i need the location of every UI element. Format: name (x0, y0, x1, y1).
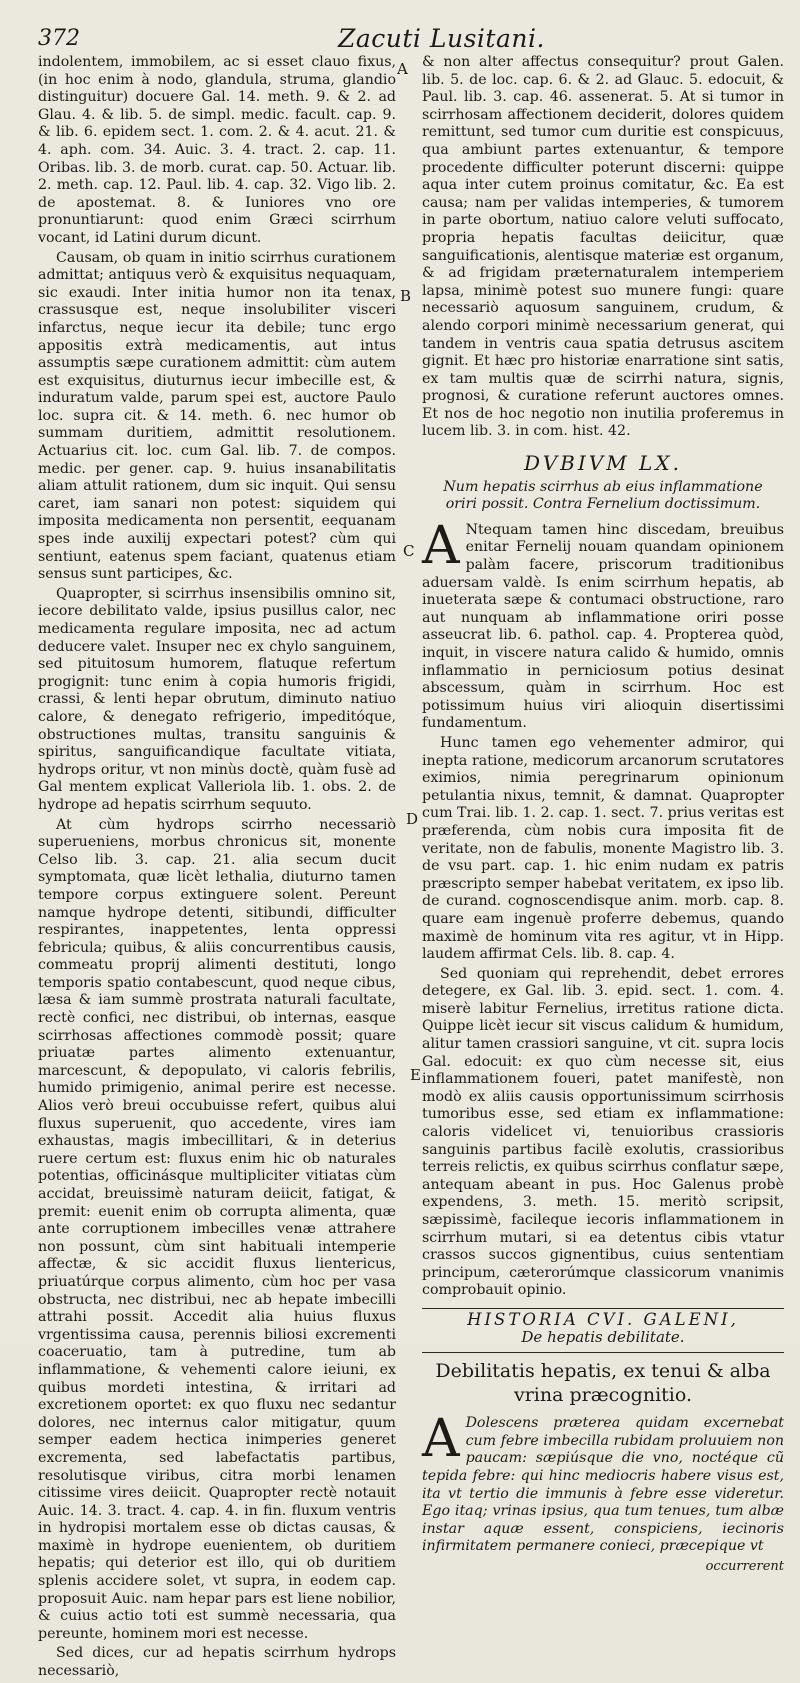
historia-title: Debilitatis hepatis, ex tenui & alba vrina præcognitio. (435, 1360, 771, 1407)
drop-cap: A (422, 515, 460, 576)
margin-letter-c: C (403, 542, 415, 560)
page-header (38, 22, 788, 56)
running-head: Zacuti Lusitani. (338, 24, 545, 53)
right-column (422, 54, 784, 1576)
left-paragraph-5: Sed dices, cur ad hepatis scirrhum hydrops necessariò, (38, 1645, 396, 1680)
section-rule-top (422, 1308, 784, 1309)
right-paragraph-3: Hunc tamen ego vehementer admiror, qui inepta ratione, medicorum arcanorum scrutatores eximios, nimia peregrinarum opinionum petulantia nixus, temnit, & damnat. Quapropter cum Trai. lib. 1. 2. cap. 1. sect. 7. prius veritas est præferenda, cùm nobis cura imposita fit de veritate, non de fabulis, monente Magistro lib. 3. de vsu part. cap. 1. hic enim nudam ex patris præscripto semper habebat veritatem, ex ipso lib. de curand. cognoscendisque anim. morb. cap. 8. quare eam ingenuè proferre debemus, quando maximè de hominum vita res agitur, vt in Hipp. laudem affirmat Cels. lib. 8. cap. 4. (422, 734, 784, 963)
margin-letter-b: B (400, 287, 412, 305)
dubium-heading: DVBIVM LX. (524, 451, 682, 476)
left-paragraph-3: Quapropter, si scirrhus insensibilis omnino sit, iecore debilitato valde, ipsius pusillus calor, nec medicamenta regulare imposita, nec ad actum deducere valet. Insuper nec ex chylo sanguinem, sed pituitosum humorem, flatuque refertum progignit: tunc enim à copia humoris frigidi, crassi, & lenti hepar obrutum, diminuto natiuo calore, & denegato refrigerio, impeditóque, obstructiones multas, transitu sanguinis & spiritus, sanguificandique facultate vitiata, hydrops oritur, vt non minùs doctè, quàm fusè ad Gal mentem explicat Valleriola lib. 1. obs. 2. de hydrope ad hepatis scirrhum sequuto. (38, 585, 396, 813)
historia-subheading: De hepatis debilitate. (521, 1327, 685, 1346)
right-paragraph-1: & non alter affectus consequitur? prout Galen. lib. 5. de loc. cap. 6. & 2. ad Glauc. 5. edocuit, & Paul. lib. 3. cap. 46. assenerat. 5. At si tumor in scirrhosam affectionem deciderit, dolores quidem remittunt, sed tumor cum duritie est conspicuus, qua ambiunt partes extenuantur, & tempore procedente difficulter poterunt discerni: quippe aqua inter cutem proinus comitatur, &c. Ea est causa; nam per validas intemperies, & tumorem in parte obortum, natiuo calore veluti suffocato, propria hepatis facultas deiicitur, quæ sanguificationis, alentisque materiæ est organum, & ad frigidam præternaturalem intemperiem lapsa, minimè potest suo munere fungi: quare necessariò aquosum sanguinem, crudum, & alendo corpori minimè necessarium generat, qui tandem in ventris caua spatia detrusus ascitem gignit. Et hæc pro historiæ enarratione sint satis, ex tam multis quæ de scirrhi natura, signis, prognosi, & curatione referunt auctores omnes. Et nos de hoc negotio non inutilia proferemus in lucem lib. 3. in com. hist. 42. (422, 54, 784, 440)
right-paragraph-5 (422, 1409, 784, 1556)
right-paragraph-4: Sed quoniam qui reprehendit, debet errores detegere, ex Gal. lib. 3. epid. sect. 1. com. 4. miserè labitur Fernelius, irretitus ratione dicta. Quippe licèt iecur sit viscus calidum & humidum, alitur tamen crassiori sanguine, vt cit. supra locis Gal. edocuit: ex quo cùm necesse sit, eius inflammationem foueri, patet manifestè, non modò ex aliis causis opportunissimum scirrhosis tumoribus esse, sed etiam ex inflammatione: caloris videlicet vi, tenuioribus crassioris sanguinis partibus facilè exolutis, crassioribus terreis relictis, ex quibus scirrhus conflatur sæpe, antequam abeant in pus. Hoc Galenus probè expendens, 3. meth. 15. meritò scripsit, sæpissimè, facileque iecoris inflammationem in scirrhum mutari, si ea detentus cibis vtatur crassos succos gignentibus, cuius sententiam principum, cæterorúmque classicorum vnanimis comprobauit opinio. (422, 965, 784, 1299)
left-paragraph-1: indolentem, immobilem, ac si esset clauo fixus, (in hoc enim à nodo, glandula, struma, glandio distinguitur) docuere Gal. 14. meth. 9. & 2. ad Glau. 4. & lib. 5. de simpl. medic. facult. cap. 9. & lib. 6. epidem sect. 1. com. 2. & 4. acut. 21. & 4. aph. com. 34. Auic. 3. 4. tract. 2. cap. 11. Oribas. lib. 3. de morb. curat. cap. 50. Actuar. lib. 2. meth. cap. 12. Paul. lib. 4. cap. 32. Vigo lib. 2. de apostemat. 8. & Iuniores vno ore pronuntiarunt: quod enim Græci scirrhum vocant, id Latini durum dicunt. (38, 54, 396, 246)
right-paragraph-5-text: Dolescens præterea quidam excernebat cum febre imbecilla rubidam proluuiem non paucam: sæpiúsque die vno, noctéque cũ tepida febre: qui hinc mediocris habere visus est, ita vt tertio die immunis à febre esse videretur. Ego itaq; vrinas ipsius, qua tum tenues, tum albæ instar aquæ essent, conspiciens, iecinoris infirmitatem permanere conieci, præcepique vt (422, 1415, 784, 1555)
margin-letter-e: E (410, 1066, 421, 1084)
historia-heading: HISTORIA CVI. GALENI, (467, 1309, 739, 1329)
question-heading: Num hepatis scirrhus ab eius inflammatione oriri possit. Contra Fernelium doctissimum. (443, 478, 763, 513)
catchword: occurrerent (705, 1558, 784, 1574)
margin-letter-a: A (397, 60, 408, 78)
margin-letter-d: D (406, 810, 419, 828)
right-paragraph-2-text: Ntequam tamen hinc discedam, breuibus enitar Fernelij nouam quandam opinionem palàm facere, priscorum traditionibus aduersam valdè. Is enim scirrhum hepatis, ab inueterata sæpe & contumaci obstructione, raro aut nunquam ab inflammatione oriri posse asseucrat lib. 6. pathol. cap. 4. Propterea quòd, inquit, in viscere natura calido & humido, omnis inflammatio in perniciosum potius desinat abscessum, quàm in scirrhum. Hoc est potissimum huius viri alioquin disertissimi fundamentum. (422, 521, 784, 732)
left-paragraph-4: At cùm hydrops scirrho necessariò superueniens, morbus chronicus sit, monente Celso lib. 3. cap. 21. alia secum ducit symptomata, quæ licèt lethalia, diuturno tamen tempore corpus extinguere solent. Pereunt namque hydrope detenti, sitibundi, difficulter respirantes, inappetentes, lenta oppressi febricula; quibus, & aliis concurrentibus causis, commeatu proprij alimenti destituti, longo temporis spatio contabescunt, quod neque cibus, læsa & iam summè prostrata naturali facultate, rectè confici, nec distribui, ob internas, easque scirrhosas affectiones commodè possit; quare priuatæ partes alimento extenuantur, marcescunt, & depopulato, vi caloris febrilis, humido primigenio, animal perire est necesse. Alios verò breui occubuisse refert, quibus alui fluxus superuenit, quo accedente, vires iam exhaustas, magis imbecillitari, & in deterius ruere certum est: fluxus enim hic ob naturales potentias, officinásque multipliciter vitiatas cùm accidat, breuissimè naturam deiicit, fatigat, & premit: euenit enim ob corrupta alimenta, quæ ante corruptionem imbecilles venæ attrahere non possunt, cùm sint habituali intemperie affectæ, & sic accidit fluxus lientericus, priuatúrque corpus alimento, cùm hoc per vasa obstructa, nec distribui, nec ab hepate imbecilli attrahi possit. Accedit alia huius fluxus vrgentissima causa, perennis biliosi excrementi coaceruatio, tam à putredine, tum ab inflammatione, & vehementi calore ieiuni, ex quibus mordeti intestina, & irritari ad excretionem oportet: ex quo fluxu nec sedantur dolores, nec internus calor mitigatur, quum semper eadem hectica inimperies generet excrementa, sed labefactatis partibus, resolutisque viribus, citra morbi lenamen citissime vires deiicit. Quapropter rectè notauit Auic. 14. 3. tract. 4. cap. 4. in fin. fluxum ventris in hydropisi mortalem esse ob dictas causas, & maximè in hydrope euenientem, ob duritiem hepatis; qui deterior est illo, qui ob duritiem splenis accidere solet, vt supra, in eodem cap. proposuit Auic. nam hepar pars est liene nobilior, & cuius actio toti est summè necessaria, qua pereunte, hominem mori est necesse. (38, 816, 396, 1642)
page-number: 372 (38, 26, 80, 51)
right-paragraph-2 (422, 515, 784, 733)
left-column (38, 54, 396, 1683)
section-rule-bottom (422, 1352, 784, 1353)
drop-cap-2: A (422, 1409, 460, 1470)
left-paragraph-2: Causam, ob quam in initio scirrhus curationem admittat; antiquus verò & exquisitus nequaquam, sic exaudi. Inter initia humor non ita tenax, crassusque est, neque insolubiliter visceri infarctus, neque iecur ita debile; tunc ergo appositis extrà medicamentis, aut intus assumptis sæpe curationem admittit: cùm autem est exquisitus, diuturnus iecur imbecille est, & induratum valde, parum spei est, auctore Paulo loc. supra cit. & 14. meth. 6. nec humor ob summam duritiem, admittit resolutionem. Actuarius cit. loc. cum Gal. lib. 7. de compos. medic. per gener. cap. 9. huius insanabilitatis aliam attulit rationem, dum sic inquit. Qui sensu caret, iam sanari non potest: siquidem qui imposita medicamenta non persentit, eequanam spes inde auxilij expectari potest? cùm qui sentiunt, eatenus spem faciant, quatenus etiam sensus sunt participes, &c. (38, 249, 396, 583)
